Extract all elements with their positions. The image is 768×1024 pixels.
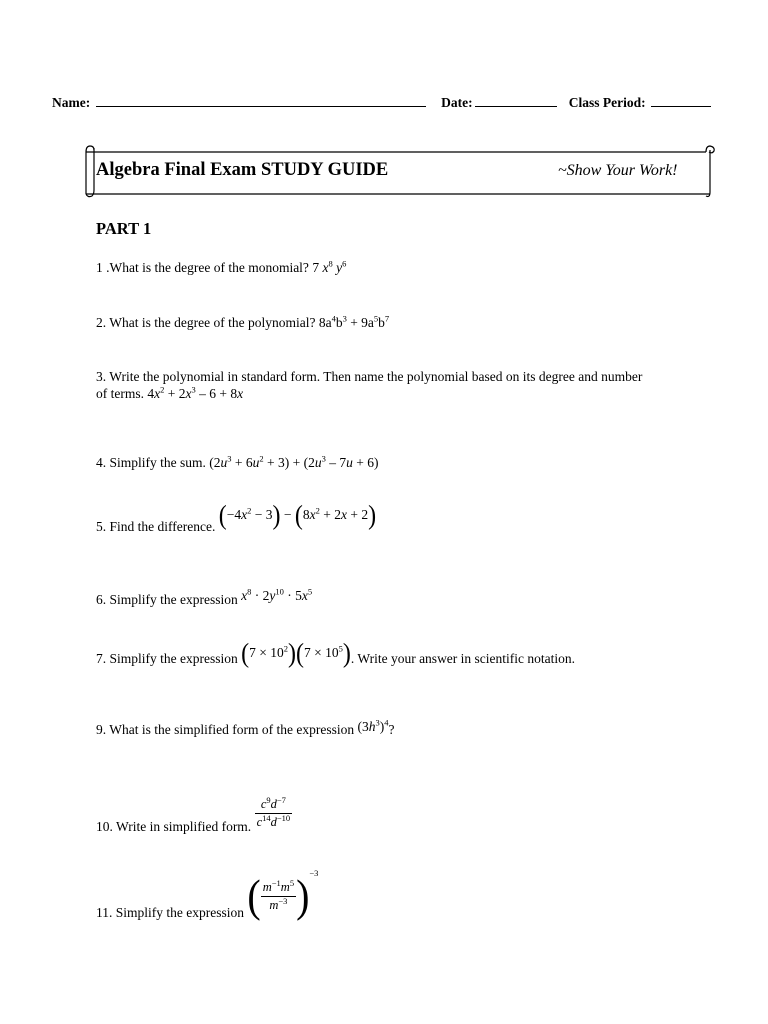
class-period-label: Class Period: <box>568 95 646 110</box>
question-11-text: 11. Simplify the expression <box>96 905 248 921</box>
question-2 <box>96 314 389 331</box>
date-field[interactable] <box>475 94 557 107</box>
question-9: 9. What is the simplified form of the expression $(3h^3)^4$? <box>96 717 395 737</box>
class-period-field[interactable] <box>651 94 711 107</box>
question-3-expression: $4x^2 + 2x^3 - 6 + 8x$ <box>147 384 244 401</box>
question-3-line1: 3. Write the polynomial in standard form. Then name the polynomial based on its degree and number <box>96 369 643 384</box>
question-11 <box>96 867 319 922</box>
question-10-expression: $\frac{c^9d^{-7}}{c^{14}d^{-10}}$ <box>256 794 291 829</box>
question-9-expression: $(3h^3)^4$ <box>357 717 389 734</box>
question-3 <box>96 368 726 402</box>
question-1-text: 1 .What is the degree of the monomial? <box>96 260 313 275</box>
date-label: Date: <box>441 95 473 110</box>
question-5 <box>96 501 377 540</box>
question-5-expression: $(-4x^2 - 3) - (8x^2 + 2x + 2)$ <box>218 501 377 531</box>
question-1 <box>96 259 346 276</box>
banner-subtitle: ~Show Your Work! <box>558 162 678 179</box>
question-7-text: 7. Simplify the expression <box>96 651 242 667</box>
question-2-text: 2. What is the degree of the polynomial? <box>96 315 319 330</box>
question-10 <box>96 794 292 834</box>
question-1-expression: 7 $x^8$ $y^6$ <box>312 258 347 275</box>
question-9-text: 9. What is the simplified form of the expression <box>96 722 358 737</box>
question-6 <box>96 586 313 608</box>
question-2-expression: $8a^4b^3 + 9a^5b^7$ <box>318 313 390 330</box>
question-4-expression: $(2u^3 + 6u^2 + 3) + (2u^3 - 7u + 6)$ <box>209 453 379 470</box>
part-heading: PART 1 <box>96 219 152 238</box>
question-5-text: 5. Find the difference. <box>96 519 219 535</box>
question-3-line2: of terms. <box>96 386 148 401</box>
page-title: Algebra Final Exam STUDY GUIDE <box>96 160 389 180</box>
name-field[interactable] <box>96 94 426 107</box>
question-7-after: . Write your answer in scientific notation. <box>350 651 576 667</box>
question-7 <box>96 639 716 672</box>
question-4 <box>96 454 378 471</box>
question-10-text: 10. Write in simplified form. <box>96 818 255 834</box>
name-label: Name: <box>52 95 91 110</box>
question-6-expression: $x^8 \cdot 2y^{10} \cdot 5x^5$ <box>241 586 313 603</box>
question-6-text: 6. Simplify the expression <box>96 592 242 607</box>
question-7-expression: $(7 \times 10^2)(7 \times 10^5)$ <box>241 639 351 669</box>
question-11-expression: ( $\frac{m^{-1}m^5}{m^{-3}}$ )$^{-3}$ <box>247 867 319 922</box>
student-info-line <box>52 94 722 111</box>
question-4-text: 4. Simplify the sum. <box>96 455 210 470</box>
